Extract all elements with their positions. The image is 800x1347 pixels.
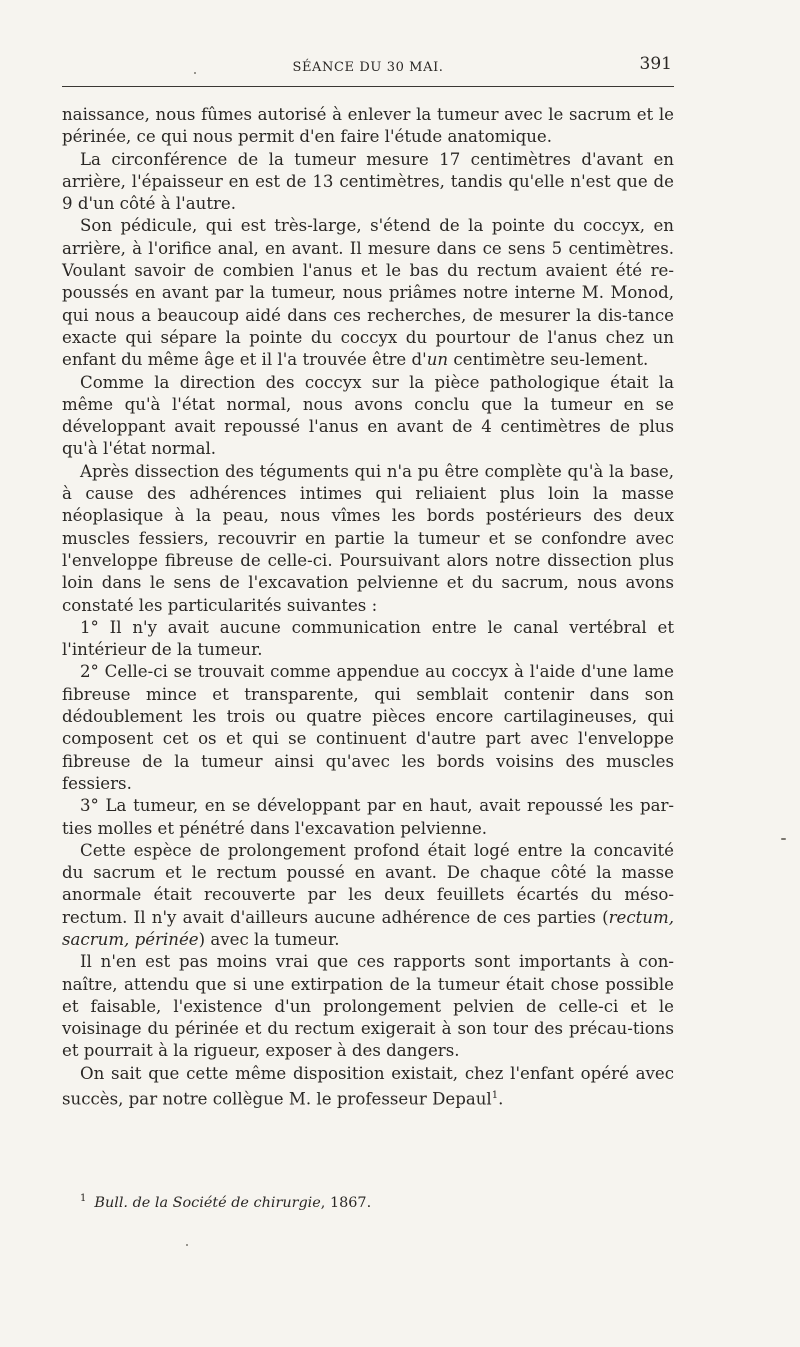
paragraph-2: La circonférence de la tumeur mesure 17 centimètres d'avant en arrière, l'épaisseur en est de 13 centimètres, tandis qu'elle n'est que de 9 d'un côté à l'autre.	[62, 149, 674, 214]
paragraph-3	[62, 215, 674, 371]
paragraph-9-text: Cette espèce de prolongement profond était logé entre la concavité du sacrum et le rectum poussé en avant. De chaque côté la masse anormale était recouverte par les deux feuillets écartés du méso-rectum. Il n'y avait d'ailleurs aucune adhérence de ces parties (	[62, 840, 674, 927]
paper-speck	[186, 1244, 188, 1246]
paragraph-1: naissance, nous fûmes autorisé à enlever la tumeur avec le sacrum et le périnée, ce qui nous permit d'en faire l'étude anatomique.	[62, 105, 674, 147]
running-title: SÉANCE DU 30 MAI.	[292, 60, 444, 75]
footnote-reference: 1	[491, 1090, 499, 1102]
footnote-marker: 1	[80, 1193, 87, 1204]
paragraph-8: 3° La tumeur, en se développant par en haut, avait repoussé les par-ties molles et pénétré dans l'excavation pelvienne.	[62, 796, 674, 838]
paper-speck	[781, 838, 786, 840]
paragraph-4: Comme la direction des coccyx sur la pièce pathologique était la même qu'à l'état normal, nous avons conclu que la tumeur en se développant avait repoussé l'anus en avant de 4 centimètres de plus qu'à l'état normal.	[62, 372, 674, 459]
paper-speck	[194, 72, 196, 74]
paragraph-7: 2° Celle-ci se trouvait comme appendue au coccyx à l'aide d'une lame fibreuse mince et transparente, qui semblait contenir dans son dédoublement les trois ou quatre pièces encore cartilagineuses, qui composent cet os et qui se continuent d'autre part avec l'enveloppe fibreuse de la tumeur ainsi qu'avec les bords voisins des muscles fessiers.	[62, 662, 674, 793]
paragraph-6: 1° Il n'y avait aucune communication entre le canal vertébral et l'intérieur de la tumeur.	[62, 617, 674, 660]
paragraph-11	[62, 1063, 674, 1111]
header-rule	[62, 86, 674, 87]
footnote-source: Bull. de la Société de chirurgie	[94, 1194, 321, 1211]
paragraph-3-italic: un	[426, 350, 449, 370]
paragraph-5: Après dissection des téguments qui n'a pu être complète qu'à la base, à cause des adhérences intimes qui reliaient plus loin la masse néoplasique à la peau, nous vîmes les bords postérieurs des deux muscles fessiers, recouvrir en partie la tumeur et se confondre avec l'enveloppe fibreuse de celle-ci. Poursuivant alors notre dissection plus loin dans le sens de l'excavation pelvienne et du sacrum, nous avons constaté les particularités suivantes :	[62, 461, 674, 615]
body-text	[62, 104, 674, 1111]
paragraph-11-end: .	[498, 1089, 504, 1109]
page-number: 391	[639, 54, 672, 74]
footnote-year: , 1867.	[320, 1194, 372, 1211]
paragraph-10: Il n'en est pas moins vrai que ces rapports sont importants à con-naître, attendu que si une extirpation de la tumeur était chose possible et faisable, l'existence d'un prolongement pelvien de celle-ci et le voisinage du périnée et du rectum exigerait à son tour des précau-tions et pourrait à la rigueur, exposer à des dangers.	[62, 952, 674, 1061]
paragraph-9-italic: rectum, sacrum, périnée	[62, 907, 674, 949]
paragraph-11-text: On sait que cette même disposition existait, chez l'enfant opéré avec succès, par notre collègue M. le professeur Depaul	[62, 1063, 674, 1109]
footnote	[80, 1190, 640, 1212]
paragraph-3-text: Son pédicule, qui est très-large, s'étend de la pointe du coccyx, en arrière, à l'orifice anal, en avant. Il mesure dans ce sens 5 centimètres. Voulant savoir de combien l'anus et le bas du rectum avaient été re-poussés en avant par la tumeur, nous priâmes notre interne M. Monod, qui nous a beaucoup aidé dans ces recherches, de mesurer la dis-tance exacte qui sépare la pointe du coccyx du pourtour de l'anus chez un enfant du même âge et il l'a trouvée être d'	[62, 216, 674, 370]
paragraph-9-end: ) avec la tumeur.	[198, 929, 340, 949]
paragraph-3-end: centimètre seu-lement.	[448, 350, 649, 370]
running-head	[62, 54, 674, 80]
paragraph-9	[62, 840, 674, 951]
